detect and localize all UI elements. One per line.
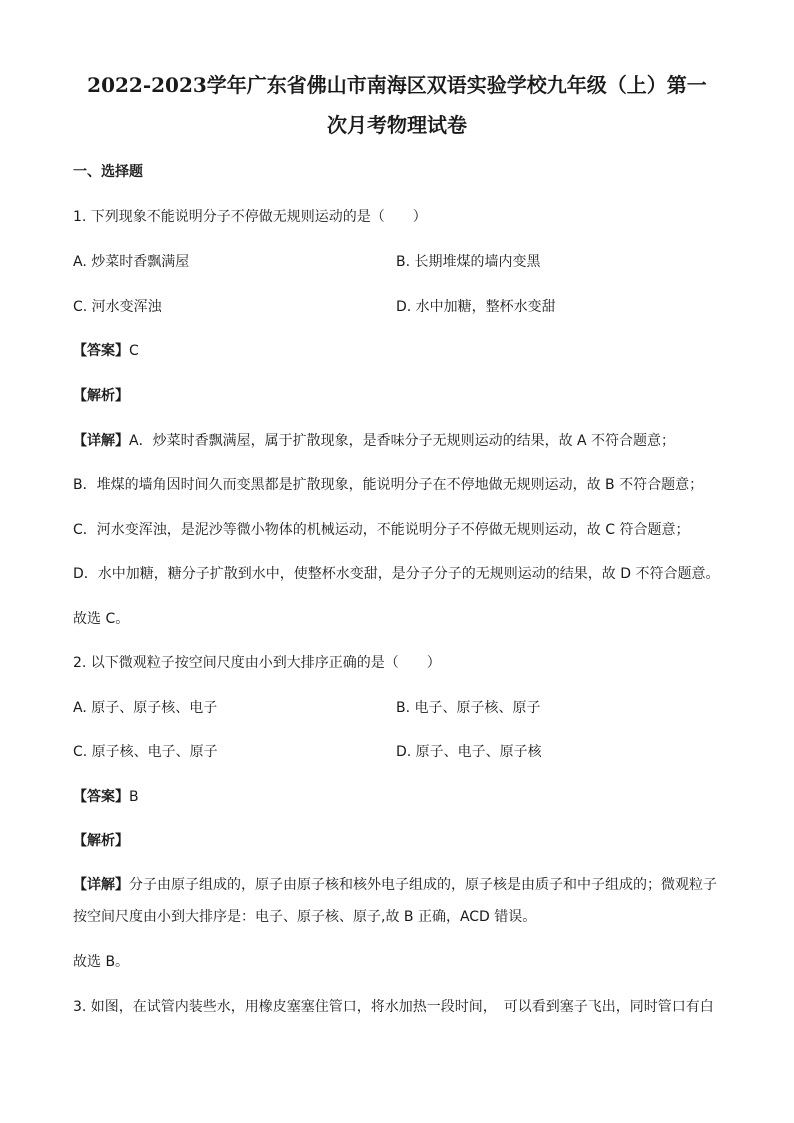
q2-answer — [73, 789, 139, 805]
q2-option-b: B. 电子、原子核、原子 — [396, 700, 541, 716]
q2-detail-line2: 按空间尺度由小到大排序是：电子、原子核、原子,故 B 正确，ACD 错误。 — [73, 909, 537, 925]
answer-tag: 【答案】 — [73, 789, 129, 805]
q1-detail-line3: C．河水变浑浊，是泥沙等微小物体的机械运动，不能说明分子不停做无规则运动，故 C 符合题意； — [73, 522, 690, 538]
q1-conclusion: 故选 C。 — [73, 611, 130, 627]
q1-option-c: C. 河水变浑浊 — [73, 299, 162, 315]
answer-value: C — [129, 343, 139, 359]
q2-analysis-tag: 【解析】 — [73, 833, 129, 849]
answer-value: B — [129, 789, 139, 805]
q1-option-b: B. 长期堆煤的墙内变黑 — [396, 254, 541, 270]
q1-detail-line1 — [73, 433, 675, 449]
q1-analysis-tag: 【解析】 — [73, 388, 129, 404]
q2-option-c: C. 原子核、电子、原子 — [73, 744, 218, 760]
document-title-line1: 2022-2023学年广东省佛山市南海区双语实验学校九年级（上）第一 — [87, 73, 707, 97]
q2-detail-line1 — [73, 877, 717, 893]
answer-tag: 【答案】 — [73, 343, 129, 359]
q1-stem: 1. 下列现象不能说明分子不停做无规则运动的是（ ） — [73, 209, 427, 225]
q1-option-d: D. 水中加糖，整杯水变甜 — [396, 299, 556, 315]
q2-option-a: A. 原子、原子核、电子 — [73, 700, 218, 716]
q1-option-a: A. 炒菜时香飘满屋 — [73, 254, 190, 270]
q2-conclusion: 故选 B。 — [73, 954, 130, 970]
q1-answer — [73, 343, 139, 359]
detail-tag: 【详解】 — [73, 433, 129, 449]
section-heading: 一、选择题 — [73, 164, 143, 180]
detail-tag: 【详解】 — [73, 877, 129, 893]
detail-text: A．炒菜时香飘满屋，属于扩散现象，是香味分子无规则运动的结果，故 A 不符合题意； — [129, 433, 676, 449]
q2-option-d: D. 原子、电子、原子核 — [396, 744, 542, 760]
document-title-line2: 次月考物理试卷 — [327, 113, 467, 137]
q3-stem: 3. 如图，在试管内装些水，用橡皮塞塞住管口，将水加热一段时间， 可以看到塞子飞出，同时管口有白 — [73, 999, 714, 1015]
q2-stem: 2. 以下微观粒子按空间尺度由小到大排序正确的是（ ） — [73, 655, 441, 671]
detail-text: 分子由原子组成的，原子由原子核和核外电子组成的，原子核是由质子和中子组成的；微观粒子 — [129, 877, 717, 893]
q1-detail-line4: D．水中加糖，糖分子扩散到水中，使整杯水变甜，是分子分子的无规则运动的结果，故 D 不符合题意。 — [73, 566, 720, 582]
q1-detail-line2: B．堆煤的墙角因时间久而变黑都是扩散现象，能说明分子在不停地做无规则运动，故 B 不符合题意； — [73, 477, 704, 493]
